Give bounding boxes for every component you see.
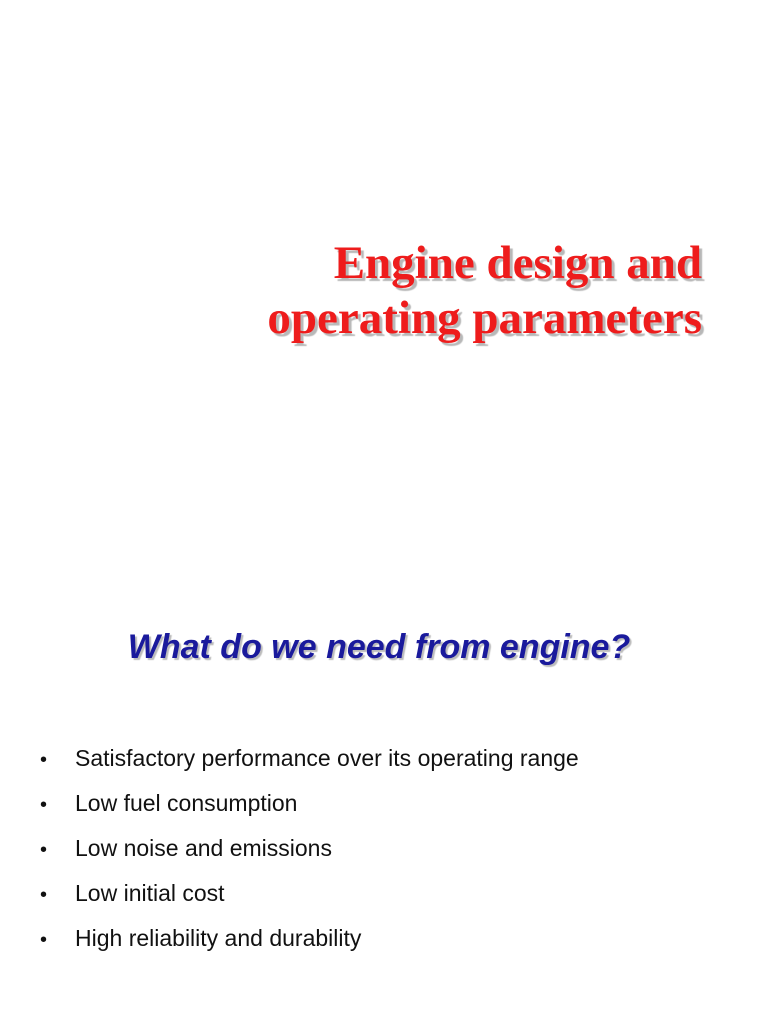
bullet-list bbox=[40, 737, 579, 962]
bullet-text: Satisfactory performance over its operating range bbox=[75, 745, 579, 771]
bullet-icon: • bbox=[40, 749, 48, 771]
bullet-item bbox=[40, 872, 579, 917]
bullet-item bbox=[40, 737, 579, 782]
slide-title bbox=[267, 236, 702, 346]
bullet-text: Low noise and emissions bbox=[75, 835, 332, 861]
slide-title-line-1: Engine design and bbox=[333, 237, 702, 289]
bullet-text: High reliability and durability bbox=[75, 925, 362, 951]
bullet-icon: • bbox=[40, 929, 48, 951]
bullet-icon: • bbox=[40, 884, 48, 906]
slide-title-line-2: operating parameters bbox=[267, 292, 702, 344]
bullet-icon: • bbox=[40, 839, 48, 861]
bullet-item bbox=[40, 782, 579, 827]
bullet-icon: • bbox=[40, 794, 48, 816]
bullet-text: Low fuel consumption bbox=[75, 790, 298, 816]
bullet-item bbox=[40, 827, 579, 872]
bullet-item bbox=[40, 917, 579, 962]
section-heading: What do we need from engine? bbox=[127, 628, 631, 666]
bullet-text: Low initial cost bbox=[75, 880, 225, 906]
